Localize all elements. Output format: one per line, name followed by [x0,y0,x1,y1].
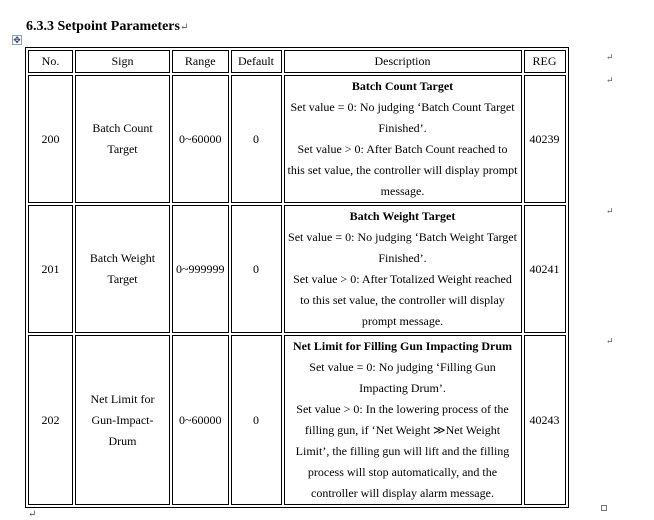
cell-description [284,205,522,333]
cell-reg: 40241 [524,205,566,333]
cell-no: 202 [28,335,73,505]
section-heading-text: 6.3.3 Setpoint Parameters [26,19,180,34]
cell-sign: Net Limit for Gun-Impact-Drum [75,335,170,505]
cell-reg: 40243 [524,335,566,505]
cell-no: 200 [28,75,73,203]
table-resize-handle-icon[interactable] [601,505,607,511]
header-description: Description [284,50,522,73]
cell-description [284,335,522,505]
description-title: Batch Weight Target [349,209,456,223]
paragraph-mark-icon: ↵ [179,22,189,33]
cell-default: 0 [231,205,282,333]
description-line: Set value = 0: No judging ‘Batch Count Target Finished’. [290,100,515,135]
cell-sign: Batch Weight Target [75,205,170,333]
header-range: Range [172,50,229,73]
description-line: Set value > 0: In the lowering process of the filling gun, if ‘Net Weight ≫Net Weight Limit’, the filling gun will lift and the filling process will stop automatically, and the controller will display alarm message. [295,402,510,500]
table-row [28,335,566,505]
row-end-mark-icon: ↵ [606,206,614,216]
row-end-mark-icon: ↵ [606,336,614,346]
table-row [28,205,566,333]
description-line: Set value > 0: After Totalized Weight reached to this set value, the controller will display prompt message. [293,272,512,328]
table-row [28,75,566,203]
description-line: Set value = 0: No judging ‘Filling Gun Impacting Drum’. [309,360,496,395]
cell-default: 0 [231,75,282,203]
header-default: Default [231,50,282,73]
header-reg: REG [524,50,566,73]
section-heading [26,19,188,35]
description-title: Batch Count Target [351,79,454,93]
description-line: Set value > 0: After Batch Count reached to this set value, the controller will display prompt message. [287,142,518,198]
cell-default: 0 [231,335,282,505]
paragraph-mark-icon: ↵ [28,509,37,520]
cell-range: 0~60000 [172,75,229,203]
row-end-mark-icon: ↵ [606,52,614,62]
header-sign: Sign [75,50,170,73]
cell-range: 0~60000 [172,335,229,505]
cell-description [284,75,522,203]
description-line: Set value = 0: No judging ‘Batch Weight Target Finished’. [288,230,517,265]
cell-reg: 40239 [524,75,566,203]
cell-range: 0~999999 [172,205,229,333]
table-header-row [28,50,566,73]
table-move-handle-icon[interactable]: ✥ [13,35,21,45]
setpoint-parameters-table [25,47,569,508]
header-no: No. [28,50,73,73]
row-end-mark-icon: ↵ [606,75,614,85]
description-title: Net Limit for Filling Gun Impacting Drum [292,339,513,353]
cell-sign: Batch Count Target [75,75,170,203]
cell-no: 201 [28,205,73,333]
